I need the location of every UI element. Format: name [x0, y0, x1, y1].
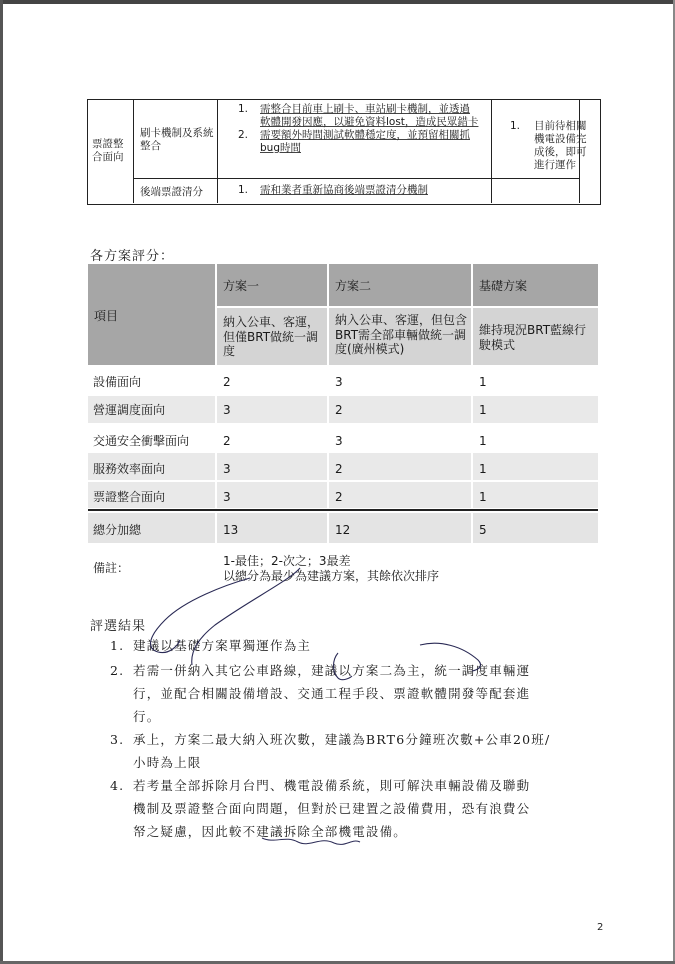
- list-number: 1.: [510, 120, 521, 132]
- item-header: 項目: [94, 309, 119, 323]
- plan1-description: 納入公車、客運，但僅BRT做統一調度: [223, 315, 320, 358]
- result-line: 行。: [133, 709, 161, 724]
- table-divider: [491, 100, 492, 203]
- result-body: [133, 634, 603, 657]
- section-heading: 各方案評分：: [90, 249, 175, 264]
- total-label: 總分加總: [93, 523, 142, 537]
- list-item: [234, 103, 480, 128]
- plan2-score: 3: [335, 434, 343, 448]
- result-line: 機制及票證整合面向問題，但對於已建置之設備費用，恐有浪費公: [133, 801, 531, 816]
- note-line: 1-最佳；2-次之；3最差: [223, 554, 351, 568]
- list-text: 需整合目前車上刷卡、車站刷卡機制，並透過軟體開發因應，以避免資料lost，造成民眾錯卡: [260, 103, 479, 128]
- plan1-score: 3: [223, 462, 231, 476]
- row-label: 交通安全衝擊面向: [93, 434, 190, 448]
- row-label: 營運調度面向: [93, 403, 166, 417]
- item-label: 刷卡機制及系統整合: [140, 127, 214, 152]
- column-gap: [327, 513, 329, 543]
- plan1-score: 2: [223, 434, 231, 448]
- base-header: 基礎方案: [479, 279, 528, 293]
- result-number: 2.: [110, 663, 125, 678]
- item1-points: [234, 103, 480, 155]
- result-body: [133, 774, 603, 843]
- result-line: 承上，方案二最大納入班次數，建議為BRT6分鐘班次數+公車20班/: [133, 732, 551, 747]
- result-number: 1.: [110, 638, 125, 653]
- result-line: 若考量全部拆除月台門、機電設備系統，則可解決車輛設備及聯動: [133, 778, 531, 793]
- plan1-total: 13: [223, 523, 239, 537]
- row-label: 設備面向: [93, 375, 142, 389]
- result-line: 建議以基礎方案單獨運作為主: [133, 638, 312, 653]
- result-line: 若需一併納入其它公車路線，建議以方案二為主，統一調度車輛運: [133, 663, 531, 678]
- plan1-score: 3: [223, 403, 231, 417]
- base-score: 1: [479, 462, 487, 476]
- base-score: 1: [479, 434, 487, 448]
- plan2-score: 2: [335, 403, 343, 417]
- base-score: 1: [479, 490, 487, 504]
- base-total: 5: [479, 523, 487, 537]
- plan1-header: 方案一: [223, 279, 260, 293]
- list-text: 需要額外時間測試軟體穩定度，並預留相關抓bug時間: [260, 129, 470, 154]
- row-label: 服務效率面向: [93, 462, 166, 476]
- total-separator: [88, 509, 598, 511]
- category-label: 票證整合面向: [92, 138, 124, 163]
- page-edge: [0, 0, 3, 964]
- column-gap: [471, 513, 473, 543]
- plan2-description: 納入公車、客運，但包含BRT需全部車輛做統一調度(廣州模式): [335, 313, 468, 356]
- plan1-score: 2: [223, 375, 231, 389]
- item-label: 後端票證清分: [140, 186, 203, 198]
- plan2-score: 2: [335, 462, 343, 476]
- column-gap: [471, 368, 473, 510]
- list-text: 需和業者重新協商後端票證清分機制: [260, 184, 428, 196]
- list-number: 1.: [238, 103, 249, 115]
- result-body: [133, 659, 603, 728]
- plan1-score: 3: [223, 490, 231, 504]
- column-gap: [327, 368, 329, 510]
- plan2-header: 方案二: [335, 279, 372, 293]
- integration-table: [87, 99, 601, 205]
- results-heading: 評選結果: [90, 619, 147, 634]
- page-number: 2: [597, 922, 604, 933]
- base-score: 1: [479, 403, 487, 417]
- result-body: [133, 728, 603, 774]
- list-item: [234, 129, 480, 154]
- base-description: 維持現況BRT藍線行駛模式: [479, 323, 587, 352]
- note-line: 以總分為最少為建議方案，其餘依次排序: [223, 569, 440, 583]
- row-label: 票證整合面向: [93, 490, 166, 504]
- result-number: 3.: [110, 732, 125, 747]
- note-label: 備註：: [93, 561, 130, 575]
- list-item: [234, 184, 480, 197]
- list-number: 1.: [238, 184, 249, 196]
- item2-points: [234, 184, 480, 198]
- base-score: 1: [479, 375, 487, 389]
- note-text: 目前待相關機電設備完成後，即可進行運作: [534, 120, 587, 171]
- result-line: 帑之疑慮，因此較不建議拆除全部機電設備。: [133, 824, 408, 839]
- result-number: 4.: [110, 778, 125, 793]
- result-line: 行，並配合相關設備增設、交通工程手段、票證軟體開發等配套進: [133, 686, 531, 701]
- page-edge: [0, 0, 675, 4]
- column-gap: [215, 368, 217, 510]
- plan2-score: 3: [335, 375, 343, 389]
- column-gap: [215, 513, 217, 543]
- plan2-score: 2: [335, 490, 343, 504]
- list-number: 2.: [238, 129, 249, 142]
- result-line: 小時為上限: [133, 755, 202, 770]
- plan2-total: 12: [335, 523, 351, 537]
